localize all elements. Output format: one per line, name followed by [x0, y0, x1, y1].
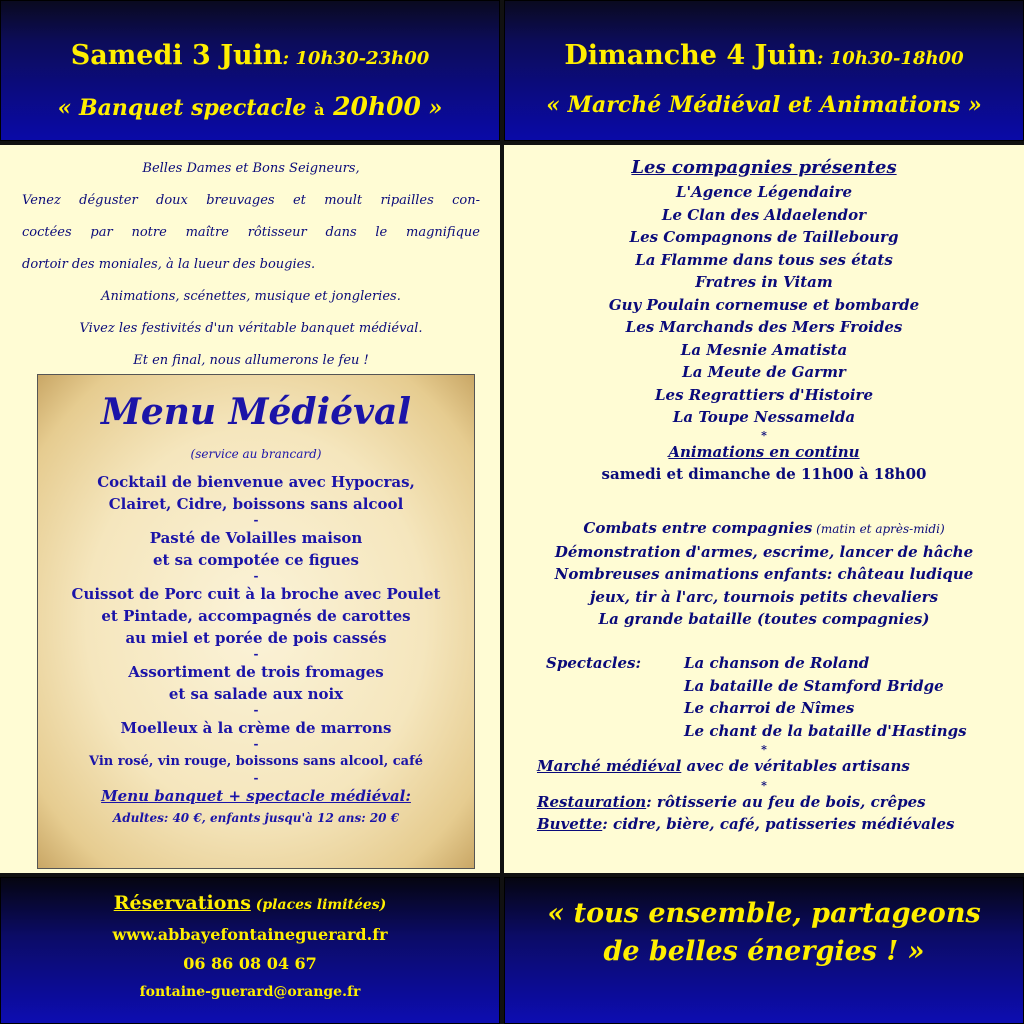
- spectacle-row: [504, 697, 1024, 720]
- menu-line: Assortiment de trois fromages: [128, 663, 384, 681]
- intro-text: [22, 153, 480, 377]
- intro-line: Vivez les festivités d'un véritable banquet médiéval.: [79, 321, 423, 336]
- reservations-title-line: Réservations (places limitées): [113, 892, 387, 914]
- website-link[interactable]: www.abbayefontaineguerard.fr: [112, 925, 388, 944]
- animation-line: La grande bataille (toutes compagnies): [598, 610, 930, 628]
- animations-schedule: samedi et dimanche de 11h00 à 18h00: [601, 465, 927, 483]
- slogan-panel: [504, 877, 1024, 1024]
- company-item: Fratres in Vitam: [695, 273, 833, 291]
- company-item: Les Regrattiers d'Histoire: [654, 385, 874, 404]
- menu-line: et Pintade, accompagnés de carottes: [101, 607, 411, 625]
- menu-line: Pasté de Volailles maison: [149, 529, 363, 547]
- company-item: Guy Poulain cornemuse et bombarde: [608, 295, 920, 314]
- saturday-event: « Banquet spectacle à 20h00 »: [57, 92, 443, 121]
- phone-number: 06 86 08 04 67: [183, 954, 317, 973]
- spectacle-item: La bataille de Stamford Bridge: [684, 676, 944, 695]
- company-item: La Toupe Nessamelda: [672, 408, 856, 426]
- sunday-hours: : 10h30-18h00: [816, 48, 964, 69]
- market-panel: [504, 145, 1024, 873]
- menu-line: Moelleux à la crème de marrons: [120, 719, 392, 737]
- spectacles-label: Spectacles:: [546, 654, 642, 672]
- intro-line: coctées par notre maître rôtisseur dans le magnifique: [22, 225, 480, 240]
- spectacle-item: La chanson de Roland: [684, 654, 870, 672]
- intro-line: Et en final, nous allumerons le feu !: [133, 353, 369, 368]
- market-line: Marché médiéval avec de véritables artisans: [537, 757, 910, 775]
- company-item: La Mesnie Amatista: [680, 340, 848, 359]
- menu-separator: -: [253, 647, 259, 661]
- separator-star: *: [761, 778, 767, 792]
- menu-line: et sa compotée ce figues: [152, 551, 359, 569]
- saturday-title: Samedi 3 Juin: [70, 40, 283, 71]
- menu-separator: -: [253, 703, 259, 717]
- menu-line: et sa salade aux noix: [168, 685, 344, 703]
- animation-line: Nombreuses animations enfants: château ludique: [554, 565, 974, 583]
- sunday-title: Dimanche 4 Juin: [564, 40, 817, 71]
- separator-star: *: [761, 428, 767, 442]
- spectacle-row: [504, 720, 1024, 743]
- animation-line: Démonstration d'armes, escrime, lancer de hâche: [554, 542, 974, 561]
- menu-line: Cuissot de Porc cuit à la broche avec Poulet: [71, 585, 441, 603]
- slogan-line: de belles énergies ! »: [603, 936, 925, 967]
- saturday-date-line: [0, 40, 500, 71]
- company-item: Les Marchands des Mers Froides: [625, 318, 903, 336]
- spectacle-item: Le chant de la bataille d'Hastings: [684, 721, 967, 740]
- email-link[interactable]: fontaine-guerard@orange.fr: [139, 984, 361, 1000]
- company-item: La Meute de Garmr: [682, 363, 846, 381]
- menu-separator: -: [253, 513, 259, 527]
- restauration-line: Restauration: rôtisserie au feu de bois, crêpes: [537, 792, 926, 811]
- sunday-date-line: [504, 40, 1024, 71]
- slogan: [504, 895, 1024, 971]
- spectacle-row: [504, 652, 1024, 675]
- animation-line: jeux, tir à l'arc, tournois petits chevaliers: [589, 587, 939, 606]
- company-item: Les Compagnons de Taillebourg: [629, 228, 899, 246]
- animation-line: Combats entre compagnies (matin et après-midi): [583, 519, 945, 537]
- menu-line: au miel et porée de pois cassés: [125, 629, 387, 647]
- spectacles-section: [504, 652, 1024, 836]
- companies-section: [504, 155, 1024, 486]
- menu-parchment: [37, 374, 475, 869]
- reservations-title: Réservations: [113, 892, 251, 914]
- reservations-block: [0, 889, 500, 1007]
- menu-line: Cocktail de bienvenue avec Hypocras,: [97, 473, 415, 491]
- menu-separator: -: [253, 569, 259, 583]
- menu-separator: -: [253, 737, 259, 751]
- header-saturday: [0, 0, 500, 141]
- buvette-line: Buvette: cidre, bière, café, patisseries médiévales: [537, 815, 955, 833]
- menu-prices: Adultes: 40 €, enfants jusqu'à 12 ans: 20 €: [112, 811, 400, 825]
- company-item: La Flamme dans tous ses états: [635, 250, 893, 269]
- intro-line: Belles Dames et Bons Seigneurs,: [142, 161, 360, 176]
- intro-line: Animations, scénettes, musique et jongleries.: [101, 289, 401, 304]
- slogan-line: « tous ensemble, partageons: [547, 898, 981, 929]
- spectacle-item: Le charroi de Nîmes: [684, 699, 855, 717]
- separator-star: *: [761, 743, 767, 756]
- spectacle-row: [504, 675, 1024, 698]
- menu-line: Clairet, Cidre, boissons sans alcool: [108, 495, 404, 513]
- menu-separator: -: [253, 771, 259, 785]
- intro-line: dortoir des moniales, à la lueur des bougies.: [22, 257, 316, 272]
- company-item: Le Clan des Aldaelendor: [661, 205, 867, 224]
- company-item: L'Agence Légendaire: [676, 183, 852, 201]
- companies-list: [504, 181, 1024, 429]
- companies-title: Les compagnies présentes: [631, 157, 897, 178]
- menu-offer: Menu banquet + spectacle médiéval:: [101, 787, 411, 805]
- animations-title: Animations en continu: [668, 442, 860, 461]
- menu-title: Menu Médiéval: [100, 391, 412, 433]
- animations-list: [504, 517, 1024, 631]
- menu-courses: [38, 471, 474, 829]
- menu-line: Vin rosé, vin rouge, boissons sans alcool, café: [89, 754, 423, 769]
- sunday-event: « Marché Médiéval et Animations »: [546, 92, 982, 118]
- reservations-panel: [0, 877, 500, 1024]
- intro-line: Venez déguster doux breuvages et moult ripailles con-: [22, 193, 480, 208]
- menu-subtitle: (service au brancard): [190, 447, 322, 461]
- banquet-panel: [0, 145, 500, 873]
- header-sunday: [504, 0, 1024, 141]
- saturday-hours: : 10h30-23h00: [282, 48, 430, 69]
